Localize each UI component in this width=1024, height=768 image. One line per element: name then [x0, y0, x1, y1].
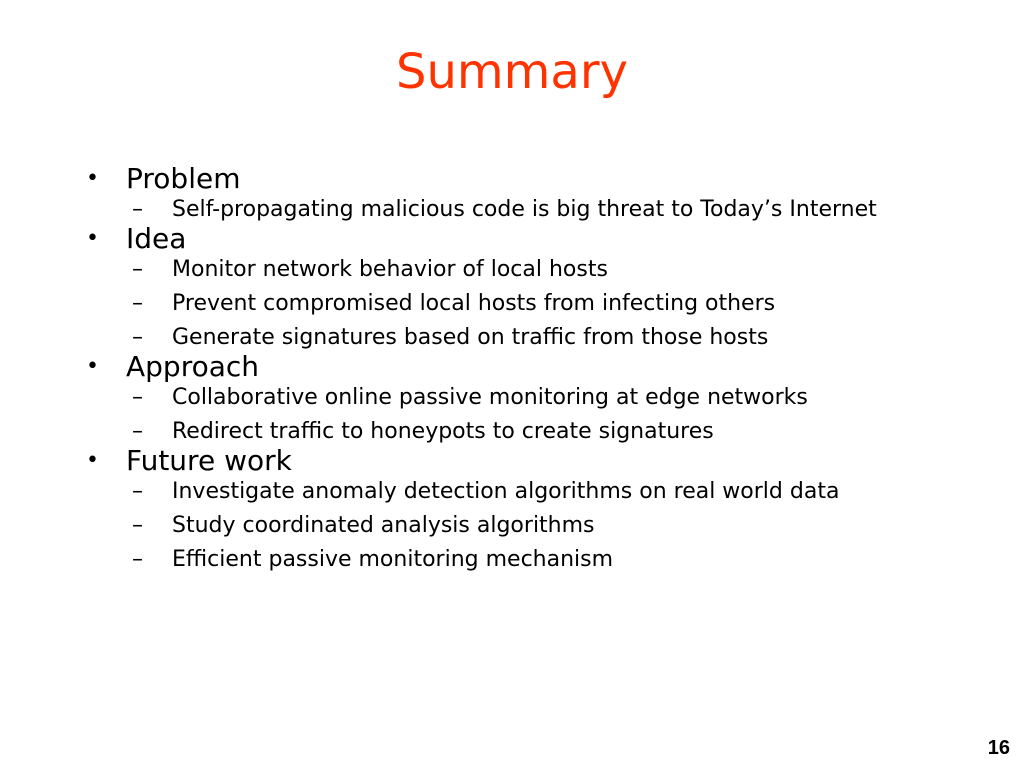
slide-title: Summary [396, 44, 628, 100]
section-idea [86, 222, 946, 350]
sub-item-text: Efficient passive monitoring mechanism [172, 547, 614, 572]
bullet-dot-icon: • [86, 166, 99, 191]
dash-icon: – [132, 513, 143, 538]
slide-content [86, 162, 946, 572]
dash-icon: – [132, 197, 143, 222]
dash-icon: – [132, 291, 143, 316]
dash-icon: – [132, 547, 143, 572]
bullet-dot-icon: • [86, 354, 99, 379]
dash-icon: – [132, 257, 143, 282]
bullet-text: Future work [126, 444, 292, 477]
dash-icon: – [132, 325, 143, 350]
sub-item [132, 292, 946, 316]
sub-item [132, 548, 946, 572]
sub-item-text: Study coordinated analysis algorithms [172, 513, 595, 538]
sub-item-text: Investigate anomaly detection algorithms on real world data [172, 479, 840, 504]
sub-list [132, 258, 946, 350]
bullet-text: Idea [126, 222, 187, 255]
sub-list [132, 386, 946, 444]
bullet-dot-icon: • [86, 226, 99, 251]
dash-icon: – [132, 385, 143, 410]
sub-item-text: Generate signatures based on traffic from those hosts [172, 325, 769, 350]
sub-item-text: Collaborative online passive monitoring at edge networks [172, 385, 808, 410]
sub-item [132, 420, 946, 444]
sub-item-text: Prevent compromised local hosts from infecting others [172, 291, 776, 316]
section-future-work [86, 444, 946, 572]
sub-item [132, 258, 946, 282]
sub-item-text: Monitor network behavior of local hosts [172, 257, 608, 282]
sub-item [132, 386, 946, 410]
sub-item-text: Redirect traffic to honeypots to create signatures [172, 419, 714, 444]
sub-item-text: Self-propagating malicious code is big threat to Today’s Internet [172, 197, 877, 222]
sub-list [132, 198, 946, 222]
section-problem [86, 162, 946, 222]
bullet-text: Problem [126, 162, 241, 195]
sub-item [132, 480, 946, 504]
section-approach [86, 350, 946, 444]
bullet-heading [86, 162, 946, 196]
sub-item [132, 198, 946, 222]
bullet-dot-icon: • [86, 448, 99, 473]
bullet-heading [86, 444, 946, 478]
page-number: 16 [987, 737, 1010, 759]
dash-icon: – [132, 479, 143, 504]
sub-list [132, 480, 946, 572]
sub-item [132, 326, 946, 350]
bullet-text: Approach [126, 350, 260, 383]
dash-icon: – [132, 419, 143, 444]
sub-item [132, 514, 946, 538]
bullet-heading [86, 222, 946, 256]
bullet-heading [86, 350, 946, 384]
